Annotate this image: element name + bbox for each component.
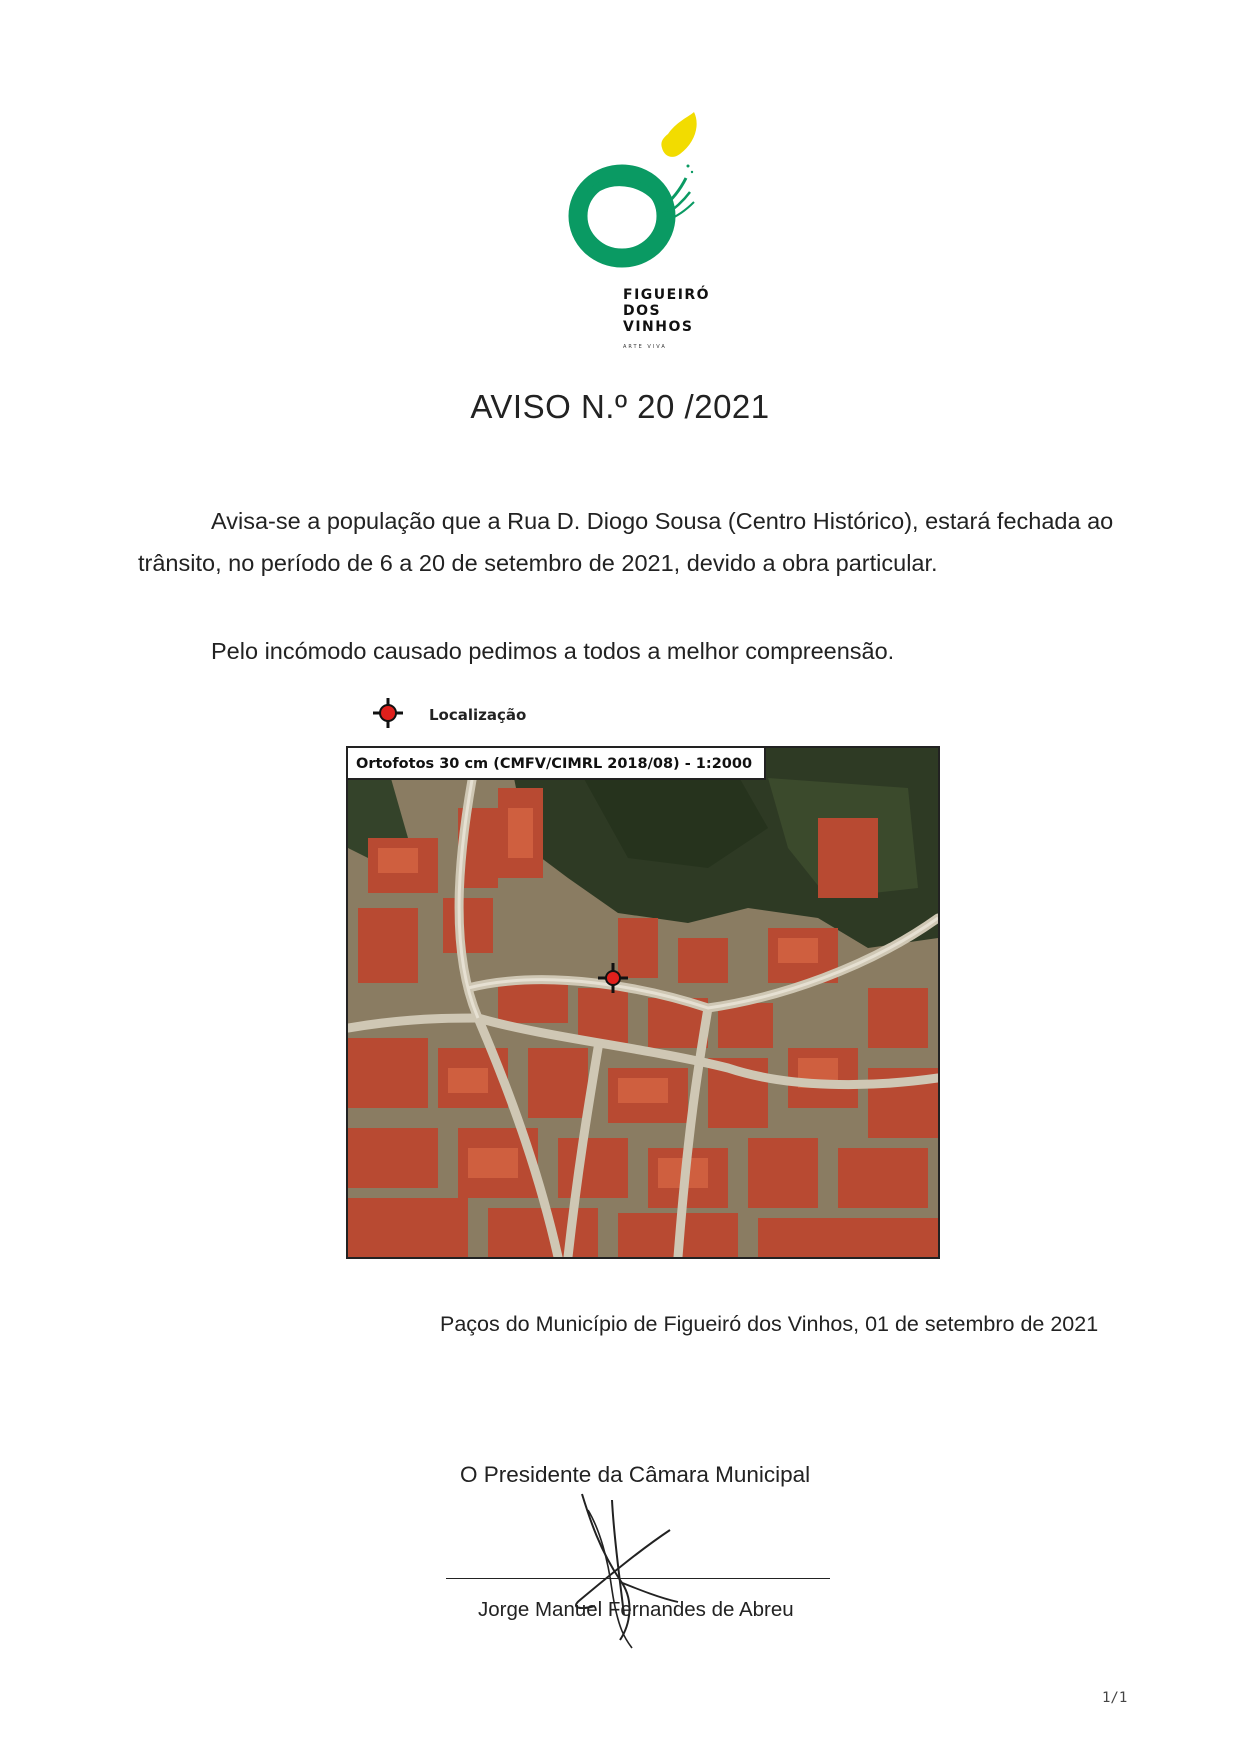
logo-mark-icon	[560, 112, 720, 287]
notice-title: AVISO N.º 20 /2021	[470, 388, 770, 425]
date-line: Paços do Município de Figueiró dos Vinhos, 01 de setembro de 2021	[440, 1312, 1099, 1336]
logo-line-2: DOS	[623, 303, 662, 319]
signatory-name: Jorge Manuel Fernandes de Abreu	[478, 1598, 794, 1621]
logo-line-1: FIGUEIRÓ	[623, 287, 711, 303]
municipality-logo	[560, 112, 720, 362]
map-caption: Ortofotos 30 cm (CMFV/CIMRL 2018/08) - 1:2000	[348, 748, 766, 780]
notice-paragraph-2: Pelo incómodo causado pedimos a todos a melhor compreensão.	[211, 638, 895, 664]
logo-line-3: VINHOS	[623, 319, 694, 335]
location-marker-icon	[372, 697, 404, 729]
map-legend	[372, 697, 527, 729]
page-number: 1/1	[1102, 1690, 1128, 1706]
signatory-role: O Presidente da Câmara Municipal	[460, 1462, 811, 1487]
handwritten-signature	[560, 1490, 690, 1650]
logo-tagline: ARTE VIVA	[623, 344, 667, 350]
notice-paragraph-1	[138, 500, 1138, 584]
aerial-map	[346, 746, 940, 1259]
notice-paragraph-1-text: Avisa-se a população que a Rua D. Diogo Sousa (Centro Histórico), estará fechada ao trânsito, no período de 6 a 20 de setembro de 2021, devido a obra particular.	[138, 508, 1114, 576]
legend-label: Localização	[429, 706, 527, 724]
logo-wordmark	[623, 287, 710, 335]
aerial-photo	[348, 748, 938, 1257]
